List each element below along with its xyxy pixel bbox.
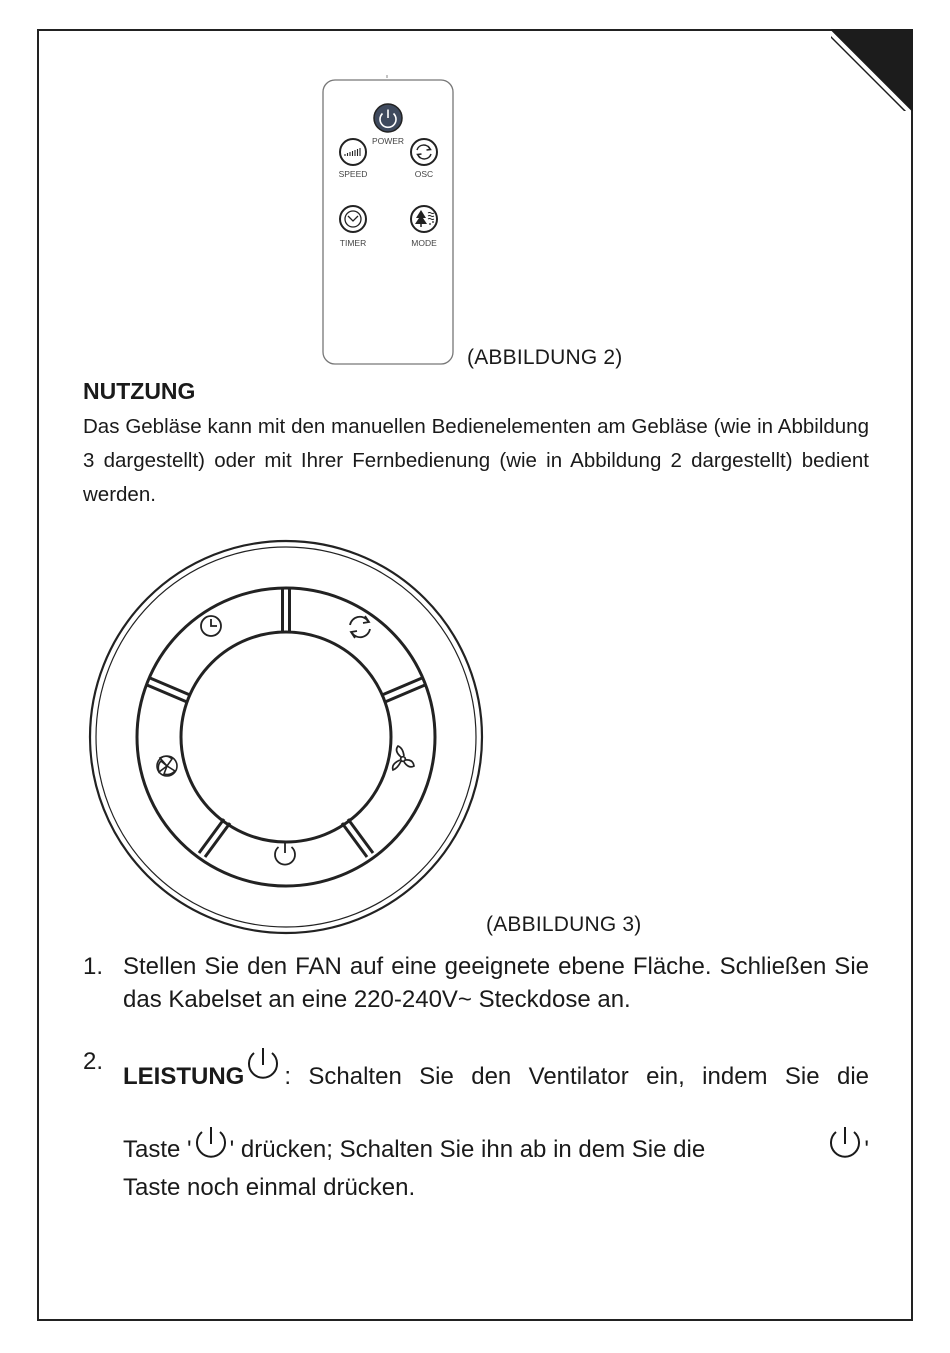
intro-paragraph: Das Gebläse kann mit den manuellen Bedienelementen am Gebläse (wie in Abbildung 3 dargestellt) oder mit Ihrer Fernbedienung (wie in Abbildung 2 dargestellt) bedient werden. — [83, 415, 869, 506]
step-2-number: 2. — [83, 1048, 104, 1075]
remote-osc-button[interactable] — [411, 139, 437, 165]
step-2-text-c: Taste noch einmal drücken. — [123, 1174, 416, 1201]
power-icon — [244, 1044, 282, 1084]
panel-segment-dividers — [147, 588, 425, 857]
fan-natural-icon — [157, 756, 177, 776]
remote-osc-label: OSC — [414, 169, 434, 179]
fan-icon — [393, 746, 414, 770]
remote-timer-button[interactable] — [340, 206, 366, 232]
remote-power-button[interactable] — [374, 104, 402, 132]
panel-power-button[interactable] — [275, 842, 295, 865]
power-icon — [275, 842, 295, 865]
remote-mode-button[interactable] — [411, 206, 437, 232]
step-2-title: LEISTUNG — [123, 1063, 245, 1090]
section-heading: NUTZUNG — [83, 378, 196, 404]
panel-timer-button[interactable] — [201, 616, 221, 636]
remote-speed-label: SPEED — [338, 169, 368, 179]
control-panel-figure — [80, 515, 500, 935]
panel-outer-ring — [90, 541, 482, 933]
power-icon — [192, 1123, 230, 1163]
remote-control-figure — [318, 70, 460, 370]
figure-3-caption: (ABBILDUNG 3) — [486, 913, 642, 936]
panel-speed-button[interactable] — [393, 746, 414, 770]
step-2-text-b3: ' — [864, 1136, 869, 1163]
oscillation-icon — [350, 616, 370, 638]
remote-power-label: POWER — [371, 136, 405, 146]
panel-mode-button[interactable] — [157, 756, 177, 776]
step-1-number: 1. — [83, 953, 104, 980]
instruction-steps — [83, 950, 869, 1206]
timer-icon — [201, 616, 221, 636]
step-2-text-a: : Schalten Sie den Ventilator ein, indem Sie die — [284, 1063, 869, 1090]
step-2-text-b2: ' drücken; Schalten Sie ihn ab in dem Sie die — [229, 1136, 706, 1163]
panel-button-ring — [137, 588, 435, 886]
step-1 — [83, 950, 869, 1016]
remote-timer-label: TIMER — [339, 238, 367, 248]
step-2-text-b1: Taste ' — [123, 1136, 192, 1163]
step-1-text: Stellen Sie den FAN auf eine geeignete ebene Fläche. Schließen Sie das Kabelset an eine 220-240V~ Steckdose an. — [123, 953, 869, 1013]
step-2 — [83, 1044, 869, 1206]
figure-2-caption: (ABBILDUNG 2) — [467, 346, 623, 369]
corner-tab — [831, 29, 913, 111]
remote-speed-button[interactable] — [340, 139, 366, 165]
remote-mode-label: MODE — [411, 238, 437, 248]
power-icon — [826, 1123, 864, 1163]
panel-osc-button[interactable] — [350, 616, 370, 638]
